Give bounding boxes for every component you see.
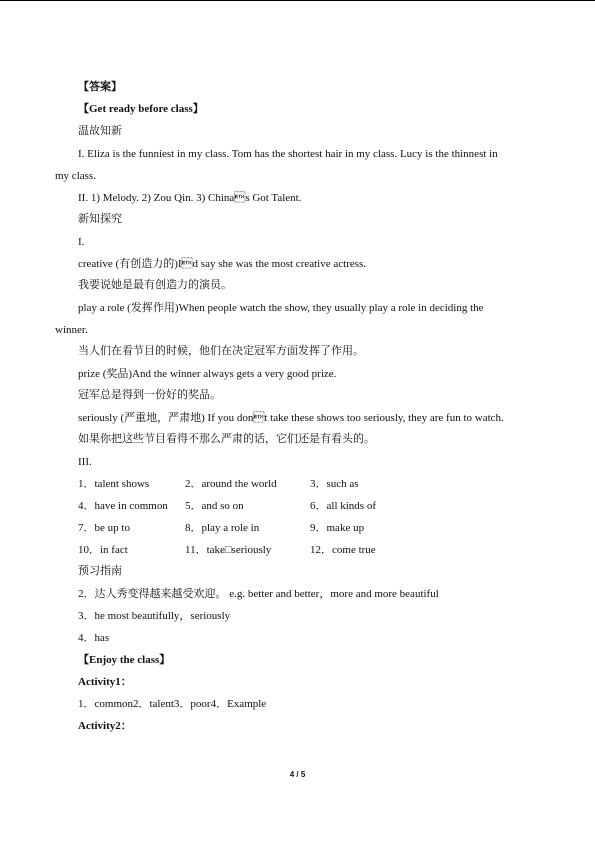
- phrase-item: 9．make up: [310, 522, 365, 534]
- role-zh: 当人们在看节目的时候，他们在决定冠军方面发挥了作用。: [78, 345, 364, 357]
- phrase-row: [78, 543, 478, 557]
- phrase-row: [78, 477, 478, 491]
- header-rule: [0, 0, 595, 1]
- review-heading: 温故知新: [78, 125, 122, 137]
- page-number: 4 / 5: [289, 770, 306, 779]
- creative-zh: 我要说她是最有创造力的演员。: [78, 279, 232, 291]
- phrase-item: 3．such as: [310, 478, 359, 490]
- phrase-item: 7．be up to: [78, 522, 130, 534]
- phrase-item: 4．have in common: [78, 500, 168, 512]
- phrase-item: 6．all kinds of: [310, 500, 376, 512]
- phrase-row: [78, 499, 478, 513]
- phrase-item: 1．talent shows: [78, 478, 150, 490]
- serious-en: seriously (严重地，严肃地) If you dont take these shows too seriously, they are fun to watch.: [78, 412, 504, 424]
- phrase-item: 11．take□seriously: [185, 544, 272, 556]
- prize-en: prize (奖品)And the winner always gets a very good prize.: [78, 368, 337, 380]
- phrase-item: 10．in fact: [78, 544, 128, 556]
- preview-item-4: 4．has: [78, 632, 110, 644]
- section-heading-ready: 【Get ready before class】: [78, 103, 204, 115]
- phrase-item: 5．and so on: [185, 500, 244, 512]
- review-line-1a: I. Eliza is the funniest in my class. Tom has the shortest hair in my class. Lucy is the thinnest in: [78, 148, 498, 160]
- prize-zh: 冠军总是得到一份好的奖品。: [78, 389, 221, 401]
- phrase-item: 8．play a role in: [185, 522, 260, 534]
- roman-one: I.: [78, 236, 85, 248]
- role-en-b: winner.: [55, 324, 88, 336]
- phrase-item: 12．come true: [310, 544, 376, 556]
- activity-2-heading: Activity2：: [78, 720, 132, 732]
- preview-item-3: 3．he most beautifully，seriously: [78, 610, 231, 622]
- creative-en: creative (有创造力的)Id say she was the most creative actress.: [78, 258, 367, 270]
- new-knowledge-heading: 新知探究: [78, 213, 122, 225]
- activity-1-heading: Activity1：: [78, 676, 132, 688]
- preview-heading: 预习指南: [78, 565, 122, 577]
- serious-zh: 如果你把这些节目看得不那么严肃的话，它们还是有看头的。: [78, 433, 375, 445]
- section-heading-enjoy: 【Enjoy the class】: [78, 654, 171, 666]
- review-line-2: II. 1) Melody. 2) Zou Qin. 3) Chinas Got Talent.: [78, 192, 302, 204]
- phrase-item: 2．around the world: [185, 478, 277, 490]
- phrase-row: [78, 521, 478, 535]
- roman-three: III.: [78, 456, 92, 468]
- activity-1-answers: 1．common2．talent3．poor4．Example: [78, 698, 267, 710]
- preview-item-2: 2．达人秀变得越来越受欢迎。 e.g. better and better，more and more beautiful: [78, 588, 439, 600]
- review-line-1b: my class.: [55, 170, 96, 182]
- role-en-a: play a role (发挥作用)When people watch the show, they usually play a role in deciding the: [78, 302, 484, 314]
- answer-heading: 【答案】: [78, 81, 122, 93]
